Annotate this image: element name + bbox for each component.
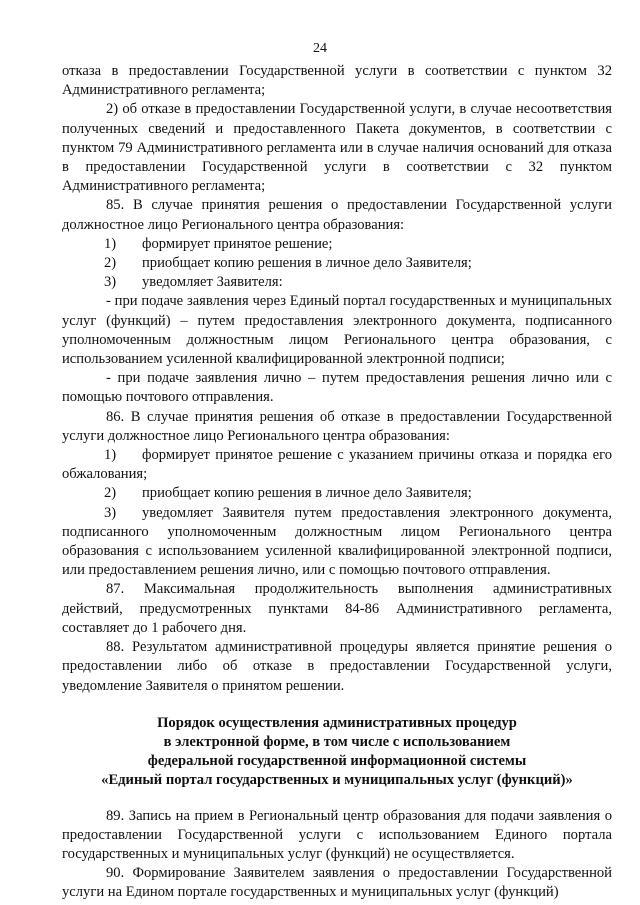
list-item — [62, 273, 612, 292]
paragraph: 86. В случае принятия решения об отказе в предоставлении Государственной услуги должностное лицо Регионального центра образования: — [62, 408, 612, 444]
page-number: 24 — [313, 41, 327, 56]
list-item — [62, 504, 612, 581]
section-heading — [62, 714, 612, 791]
list-item-number: 3) — [104, 504, 117, 521]
paragraph: 2) об отказе в предоставлении Государственной услуги, в случае несоответствия полученных сведений и предоставленного Пакета документов, в соответствии с пунктом 79 Административного регламента или в случае наличия оснований для отказа в предоставлении Государственной услуги в соответствии с 32 пунктом Административного регламента; — [62, 101, 612, 195]
list-item — [62, 484, 612, 503]
paragraph: 89. Запись на прием в Региональный центр образования для подачи заявления о предоставлении Государственной услуги с использованием Единого портала государственных и муниципальных услуг (функций) не осуществляется. — [62, 807, 612, 862]
section-heading-line: федеральной государственной информационной системы — [147, 753, 527, 770]
list-item-text: приобщает копию решения в личное дело Заявителя; — [142, 485, 472, 502]
list-item-number: 3) — [104, 274, 117, 291]
list-item-text: формирует принятое решение с указанием причины отказа и порядка его обжалования; — [62, 447, 612, 483]
list-item-number: 1) — [104, 235, 117, 252]
list-item — [62, 235, 612, 254]
list-item-number: 2) — [104, 485, 117, 502]
list-item-text: формирует принятое решение; — [142, 235, 333, 252]
list-item-number: 2) — [104, 255, 117, 272]
paragraph: 88. Результатом административной процедуры является принятие решения о предоставлении либо об отказе в предоставлении Государственной услуги, уведомление Заявителя о принятом решении. — [62, 639, 612, 694]
paragraph: 90. Формирование Заявителем заявления о предоставлении Государственной услуги на Едином портале государственных и муниципальных услуг (функций) — [62, 865, 612, 901]
paragraph: 85. В случае принятия решения о предоставлении Государственной услуги должностное лицо Регионального центра образования: — [62, 197, 612, 233]
section-heading-line: Порядок осуществления административных процедур — [157, 714, 517, 731]
section-heading-line: в электронной форме, в том числе с использованием — [163, 733, 511, 750]
paragraph: - при подаче заявления через Единый портал государственных и муниципальных услуг (функций) – путем предоставления электронного документа, подписанного уполномоченным должностным лицом Регионального центра образования, с использованием усиленной квалифицированной электронной подписи; — [62, 293, 612, 368]
list-item-text: уведомляет Заявителя: — [142, 274, 283, 291]
list-item — [62, 446, 612, 484]
list-item-number: 1) — [104, 447, 117, 464]
paragraph: 87. Максимальная продолжительность выполнения административных действий, предусмотренных пунктами 84-86 Административного регламента, составляет до 1 рабочего дня. — [62, 581, 612, 636]
list-item-text: уведомляет Заявителя путем предоставления электронного документа, подписанного уполномоченным должностным лицом Регионального центра образования с использованием усиленной квалифицированной электронной подписи, или предоставлением решения лично, или с помощью почтового отправления. — [62, 504, 612, 579]
paragraph: - при подаче заявления лично – путем предоставления решения лично или с помощью почтового отправления. — [62, 370, 612, 406]
list-item-text: приобщает копию решения в личное дело Заявителя; — [142, 255, 472, 272]
list-item — [62, 254, 612, 273]
paragraph: отказа в предоставлении Государственной услуги в соответствии с пунктом 32 Административного регламента; — [62, 63, 612, 99]
document-body — [62, 62, 612, 903]
section-heading-line: «Единый портал государственных и муниципальных услуг (функций)» — [101, 772, 573, 789]
